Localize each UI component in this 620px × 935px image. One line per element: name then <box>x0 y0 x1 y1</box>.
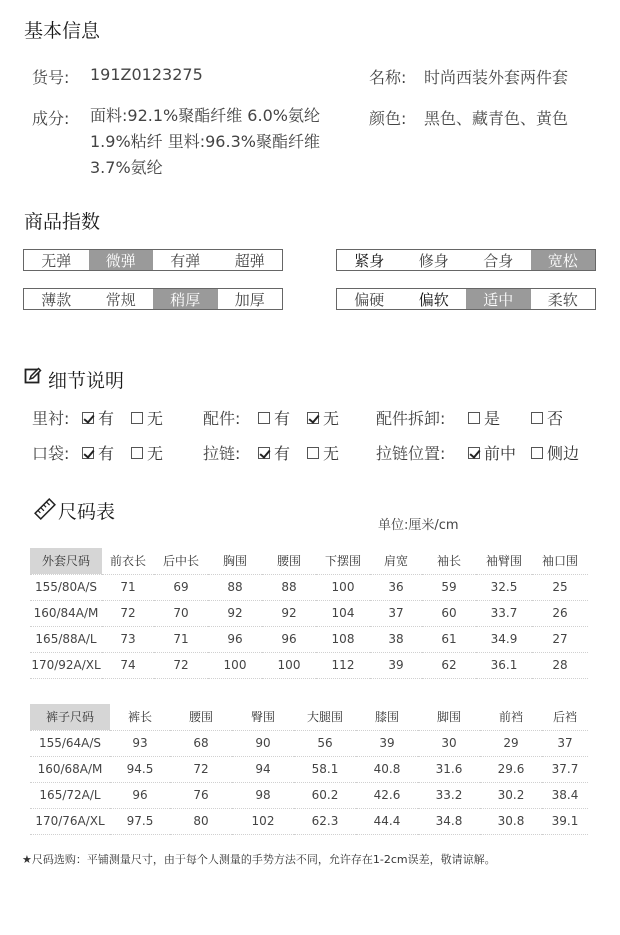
table-header-row <box>30 548 588 574</box>
table-cell: 58.1 <box>294 756 356 782</box>
table-cell: 40.8 <box>356 756 418 782</box>
table-cell: 37.7 <box>542 756 588 782</box>
lining-yes-checkbox[interactable] <box>82 406 114 429</box>
checkbox-empty-icon <box>531 412 543 424</box>
accessory-yes-checkbox[interactable] <box>258 406 290 429</box>
table-cell: 39 <box>370 652 422 678</box>
table-cell: 88 <box>262 574 316 600</box>
checkbox-empty-icon <box>531 447 543 459</box>
table-cell: 104 <box>316 600 370 626</box>
index-option: 薄款 <box>41 290 72 309</box>
table-cell: 98 <box>232 782 294 808</box>
table-cell: 26 <box>532 600 588 626</box>
detail-label-zipper: 拉链: <box>203 444 241 463</box>
table-cell: 69 <box>154 574 208 600</box>
table-header-cell: 裤子尺码 <box>30 704 110 730</box>
detachable-no-checkbox[interactable] <box>531 406 563 429</box>
table-cell: 30.2 <box>480 782 542 808</box>
table-cell: 62 <box>422 652 476 678</box>
table-cell: 44.4 <box>356 808 418 834</box>
table-cell: 37 <box>542 730 588 756</box>
table-row <box>30 730 588 756</box>
table-cell: 70 <box>154 600 208 626</box>
table-header-cell: 膝围 <box>356 704 418 730</box>
table-cell: 160/84A/M <box>30 600 102 626</box>
table-cell: 71 <box>154 626 208 652</box>
table-cell: 72 <box>170 756 232 782</box>
table-header-cell: 袖长 <box>422 548 476 574</box>
table-header-cell: 腰围 <box>262 548 316 574</box>
unit-label: 单位:厘米/cm <box>378 518 459 533</box>
table-row <box>30 808 588 834</box>
checkbox-empty-icon <box>258 412 270 424</box>
option-text: 有 <box>274 444 291 463</box>
table-cell: 93 <box>110 730 170 756</box>
table-cell: 76 <box>170 782 232 808</box>
index-option: 微弹 <box>89 250 154 270</box>
table-cell: 38 <box>370 626 422 652</box>
table-header-cell: 外套尺码 <box>30 548 102 574</box>
option-text: 前中 <box>484 444 517 463</box>
index-option: 加厚 <box>234 290 265 309</box>
table-header-cell: 胸围 <box>208 548 262 574</box>
elasticity-index <box>23 249 283 271</box>
table-cell: 27 <box>532 626 588 652</box>
fit-index <box>336 249 596 271</box>
table-cell: 160/68A/M <box>30 756 110 782</box>
table-row <box>30 626 588 652</box>
table-cell: 34.8 <box>418 808 480 834</box>
option-text: 无 <box>323 444 340 463</box>
table-header-cell: 臀围 <box>232 704 294 730</box>
table-cell: 29.6 <box>480 756 542 782</box>
table-cell: 155/80A/S <box>30 574 102 600</box>
ruler-icon <box>34 498 56 520</box>
zipper-no-checkbox[interactable] <box>307 441 339 464</box>
index-option: 常规 <box>105 290 136 309</box>
table-header-row <box>30 704 588 730</box>
table-header-cell: 裤长 <box>110 704 170 730</box>
section-title-size: 尺码表 <box>58 501 116 523</box>
table-cell: 31.6 <box>418 756 480 782</box>
table-cell: 74 <box>102 652 154 678</box>
table-cell: 100 <box>316 574 370 600</box>
table-cell: 72 <box>154 652 208 678</box>
table-header-cell: 前衣长 <box>102 548 154 574</box>
table-cell: 165/88A/L <box>30 626 102 652</box>
section-title-details: 细节说明 <box>48 370 125 392</box>
size-note: ★尺码选购：平铺测量尺寸，由于每个人测量的手势方法不同，允许存在1-2cm误差，敬请谅解。 <box>22 853 496 866</box>
section-title-basic: 基本信息 <box>24 20 101 42</box>
table-cell: 88 <box>208 574 262 600</box>
detail-label-pocket: 口袋: <box>32 444 70 463</box>
zipper-side-checkbox[interactable] <box>531 441 579 464</box>
option-text: 是 <box>484 409 501 428</box>
table-cell: 170/92A/XL <box>30 652 102 678</box>
table-cell: 56 <box>294 730 356 756</box>
index-option: 无弹 <box>41 251 72 270</box>
table-cell: 39.1 <box>542 808 588 834</box>
zipper-front-checkbox[interactable] <box>468 441 516 464</box>
table-cell: 34.9 <box>476 626 532 652</box>
sku-value: 191Z0123275 <box>90 65 203 84</box>
table-cell: 30.8 <box>480 808 542 834</box>
table-cell: 61 <box>422 626 476 652</box>
table-row <box>30 574 588 600</box>
jacket-size-table <box>30 548 588 679</box>
checkbox-checked-icon <box>82 447 94 459</box>
table-cell: 92 <box>208 600 262 626</box>
index-option: 有弹 <box>170 251 201 270</box>
checkbox-checked-icon <box>258 447 270 459</box>
table-cell: 68 <box>170 730 232 756</box>
table-header-cell: 肩宽 <box>370 548 422 574</box>
table-cell: 39 <box>356 730 418 756</box>
sku-label: 货号: <box>32 68 70 87</box>
zipper-yes-checkbox[interactable] <box>258 441 290 464</box>
pants-size-table <box>30 704 588 835</box>
detail-label-accessory: 配件: <box>203 409 241 428</box>
table-cell: 100 <box>262 652 316 678</box>
table-cell: 92 <box>262 600 316 626</box>
checkbox-checked-icon <box>307 412 319 424</box>
table-cell: 38.4 <box>542 782 588 808</box>
composition-label: 成分: <box>32 109 70 128</box>
table-row <box>30 600 588 626</box>
table-cell: 97.5 <box>110 808 170 834</box>
index-option: 超弹 <box>234 251 265 270</box>
index-option: 合身 <box>483 251 514 270</box>
index-option: 修身 <box>418 251 449 270</box>
detachable-yes-checkbox[interactable] <box>468 406 500 429</box>
index-option: 偏软 <box>418 290 449 309</box>
table-cell: 80 <box>170 808 232 834</box>
table-cell: 59 <box>422 574 476 600</box>
pocket-no-checkbox[interactable] <box>131 441 163 464</box>
color-label: 颜色: <box>369 109 407 128</box>
color-value: 黑色、藏青色、黄色 <box>424 109 569 128</box>
detail-label-lining: 里衬: <box>32 409 70 428</box>
table-cell: 42.6 <box>356 782 418 808</box>
option-text: 否 <box>547 409 564 428</box>
table-cell: 94.5 <box>110 756 170 782</box>
checkbox-checked-icon <box>468 447 480 459</box>
checkbox-empty-icon <box>307 447 319 459</box>
table-cell: 37 <box>370 600 422 626</box>
table-header-cell: 下摆围 <box>316 548 370 574</box>
table-cell: 96 <box>110 782 170 808</box>
table-header-cell: 脚围 <box>418 704 480 730</box>
section-title-index: 商品指数 <box>24 211 101 233</box>
table-cell: 72 <box>102 600 154 626</box>
table-cell: 96 <box>208 626 262 652</box>
table-cell: 96 <box>262 626 316 652</box>
checkbox-checked-icon <box>82 412 94 424</box>
table-cell: 60.2 <box>294 782 356 808</box>
option-text: 无 <box>323 409 340 428</box>
table-cell: 33.2 <box>418 782 480 808</box>
detail-label-detachable: 配件拆卸: <box>376 409 446 428</box>
index-option: 偏硬 <box>354 290 385 309</box>
composition-value: 面料:92.1%聚酯纤维 6.0%氨纶 1.9%粘纤 里料:96.3%聚酯纤维 3.7%氨纶 <box>90 106 320 177</box>
table-cell: 32.5 <box>476 574 532 600</box>
table-cell: 94 <box>232 756 294 782</box>
option-text: 有 <box>274 409 291 428</box>
accessory-no-checkbox[interactable] <box>307 406 339 429</box>
checkbox-empty-icon <box>131 412 143 424</box>
detail-label-zipper-position: 拉链位置: <box>376 444 446 463</box>
checkbox-empty-icon <box>468 412 480 424</box>
index-option: 宽松 <box>531 250 596 270</box>
table-header-cell: 后裆 <box>542 704 588 730</box>
option-text: 有 <box>98 444 115 463</box>
lining-no-checkbox[interactable] <box>131 406 163 429</box>
index-option: 适中 <box>466 289 531 309</box>
table-cell: 36.1 <box>476 652 532 678</box>
thickness-index <box>23 288 283 310</box>
table-header-cell: 袖臂围 <box>476 548 532 574</box>
table-cell: 28 <box>532 652 588 678</box>
name-label: 名称: <box>369 68 407 87</box>
table-row <box>30 652 588 678</box>
table-cell: 170/76A/XL <box>30 808 110 834</box>
table-cell: 100 <box>208 652 262 678</box>
table-cell: 112 <box>316 652 370 678</box>
index-option: 稍厚 <box>153 289 218 309</box>
table-row <box>30 756 588 782</box>
table-cell: 155/64A/S <box>30 730 110 756</box>
table-header-cell: 大腿围 <box>294 704 356 730</box>
option-text: 无 <box>147 444 164 463</box>
edit-icon <box>24 367 42 385</box>
table-header-cell: 前裆 <box>480 704 542 730</box>
table-cell: 60 <box>422 600 476 626</box>
table-cell: 71 <box>102 574 154 600</box>
table-cell: 165/72A/L <box>30 782 110 808</box>
table-header-cell: 腰围 <box>170 704 232 730</box>
pocket-yes-checkbox[interactable] <box>82 441 114 464</box>
index-option: 柔软 <box>547 290 578 309</box>
index-option: 紧身 <box>354 251 385 270</box>
checkbox-empty-icon <box>131 447 143 459</box>
table-cell: 102 <box>232 808 294 834</box>
table-cell: 29 <box>480 730 542 756</box>
option-text: 无 <box>147 409 164 428</box>
table-cell: 108 <box>316 626 370 652</box>
table-cell: 62.3 <box>294 808 356 834</box>
softness-index <box>336 288 596 310</box>
table-cell: 25 <box>532 574 588 600</box>
name-value: 时尚西装外套两件套 <box>424 68 569 87</box>
table-cell: 90 <box>232 730 294 756</box>
option-text: 有 <box>98 409 115 428</box>
table-header-cell: 袖口围 <box>532 548 588 574</box>
table-header-cell: 后中长 <box>154 548 208 574</box>
table-cell: 36 <box>370 574 422 600</box>
option-text: 侧边 <box>547 444 580 463</box>
table-row <box>30 782 588 808</box>
table-cell: 73 <box>102 626 154 652</box>
table-cell: 33.7 <box>476 600 532 626</box>
table-cell: 30 <box>418 730 480 756</box>
